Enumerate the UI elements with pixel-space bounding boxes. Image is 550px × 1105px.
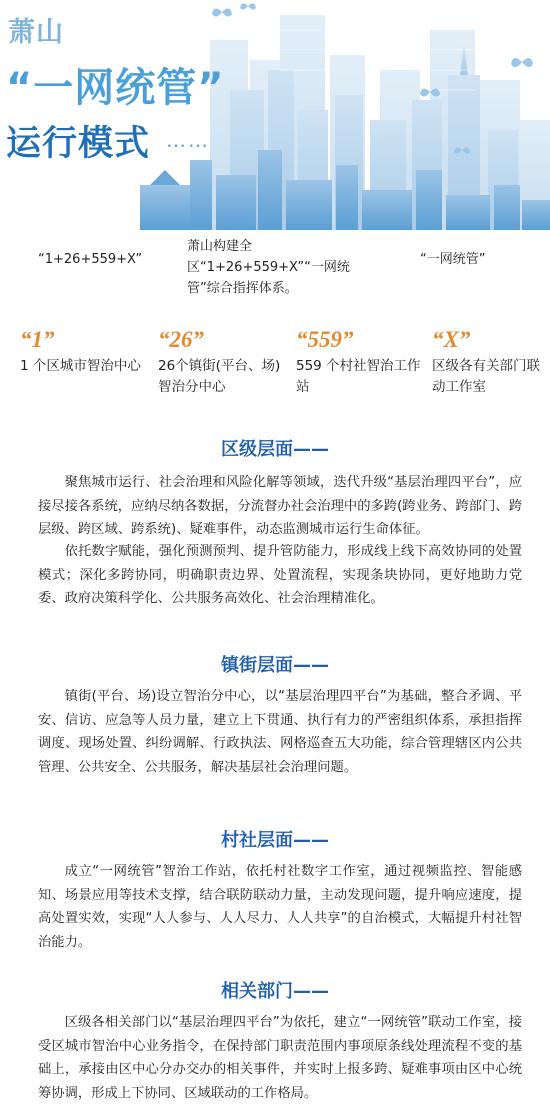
header-title-line3: 运行模式 [6,124,151,164]
section-title-town [0,651,550,677]
section-title-dash: —— [293,981,329,1002]
framework-item-number: “26” [158,327,204,352]
framework-label-right: “一网统管” [420,252,486,267]
section-title-text: 区级层面 [221,439,293,460]
section-title-dash: —— [293,830,329,851]
framework-item-number: “X” [432,327,471,352]
section-title-district [0,435,550,461]
section-paragraph: 依托数字赋能，强化预测预判、提升管防能力，形成线上线下高效协同的处置模式；深化多跨协同，明确职责边界、处置流程，实现条块协同，更好地助力党委、政府决策科学化、公共服务高效化、社会治理精准化。 [38,544,522,606]
section-title-dash: —— [293,655,329,676]
section-paragraph: 区级各相关部门以“基层治理四平台”为依托，建立“一网统管”联动工作室，接受区城市智治中心业务指令，在保持部门职责范围内事项原条线处理流程不变的基础上，承接由区中心分办交办的相关事件，并实时上报多跨、疑难事项由区中心统筹协调，形成上下协同、区域联动的工作格局。 [38,1015,522,1101]
framework-label-center: 萧山构建全区“1+26+559+X”“一网统管”综合指挥体系。 [187,239,350,296]
section-title-text: 村社层面 [221,830,293,851]
framework-item-desc: 26个镇街(平台、场)智治分中心 [158,358,281,395]
framework-item [158,327,283,398]
framework-item [432,327,542,398]
city-skyline-illustration [130,0,550,230]
framework-item [20,327,145,377]
section-paragraph: 镇街(平台、场)设立智治分中心，以“基层治理四平台”为基础，整合矛调、平安、信访、应急等人员力量，建立上下贯通、执行有力的严密组织体系，承担指挥调度、现场处置、纠纷调解、行政执法、网格巡查五大功能，综合管理辖区内公共管理、公共安全、公共服务，解决基层社会治理问题。 [38,689,522,775]
section-title-text: 镇街层面 [221,655,293,676]
framework-label-left: “1+26+559+X” [38,252,143,267]
framework-item-number: “559” [296,327,354,352]
framework-item-desc: 559 个村社智治工作站 [296,358,421,395]
section-paragraph: 聚焦城市运行、社会治理和风险化解等领域，迭代升级“基层治理四平台”，应接尽接各系统，应纳尽纳各数据，分流督办社会治理中的多跨(跨业务、跨部门、跨层级、跨区域、跨系统)、疑难事件，动态监测城市运行生命体征。 [38,475,522,537]
framework-item-desc: 区级各有关部门联动工作室 [432,358,540,395]
header-title-dots: …… [166,128,210,152]
section-paragraph: 成立“一网统管”智治工作站，依托村社数字工作室，通过视频监控、智能感知、场景应用等技术支撑，结合联防联动力量，主动发现问题，提升响应速度，提高处置实效，实现“人人参与、人人尽力、人人共享”的自治模式，大幅提升村社智治能力。 [38,864,522,950]
framework-item-number: “1” [20,327,55,352]
header-title-line2: “一网统管” [6,65,225,111]
section-title-dash: —— [293,439,329,460]
section-title-village [0,826,550,852]
framework-item-desc: 1 个区城市智治中心 [20,358,141,374]
header-title-line1: 萧山 [8,17,64,48]
framework-item [296,327,421,398]
section-title-text: 相关部门 [221,981,293,1002]
section-title-departments [0,977,550,1003]
